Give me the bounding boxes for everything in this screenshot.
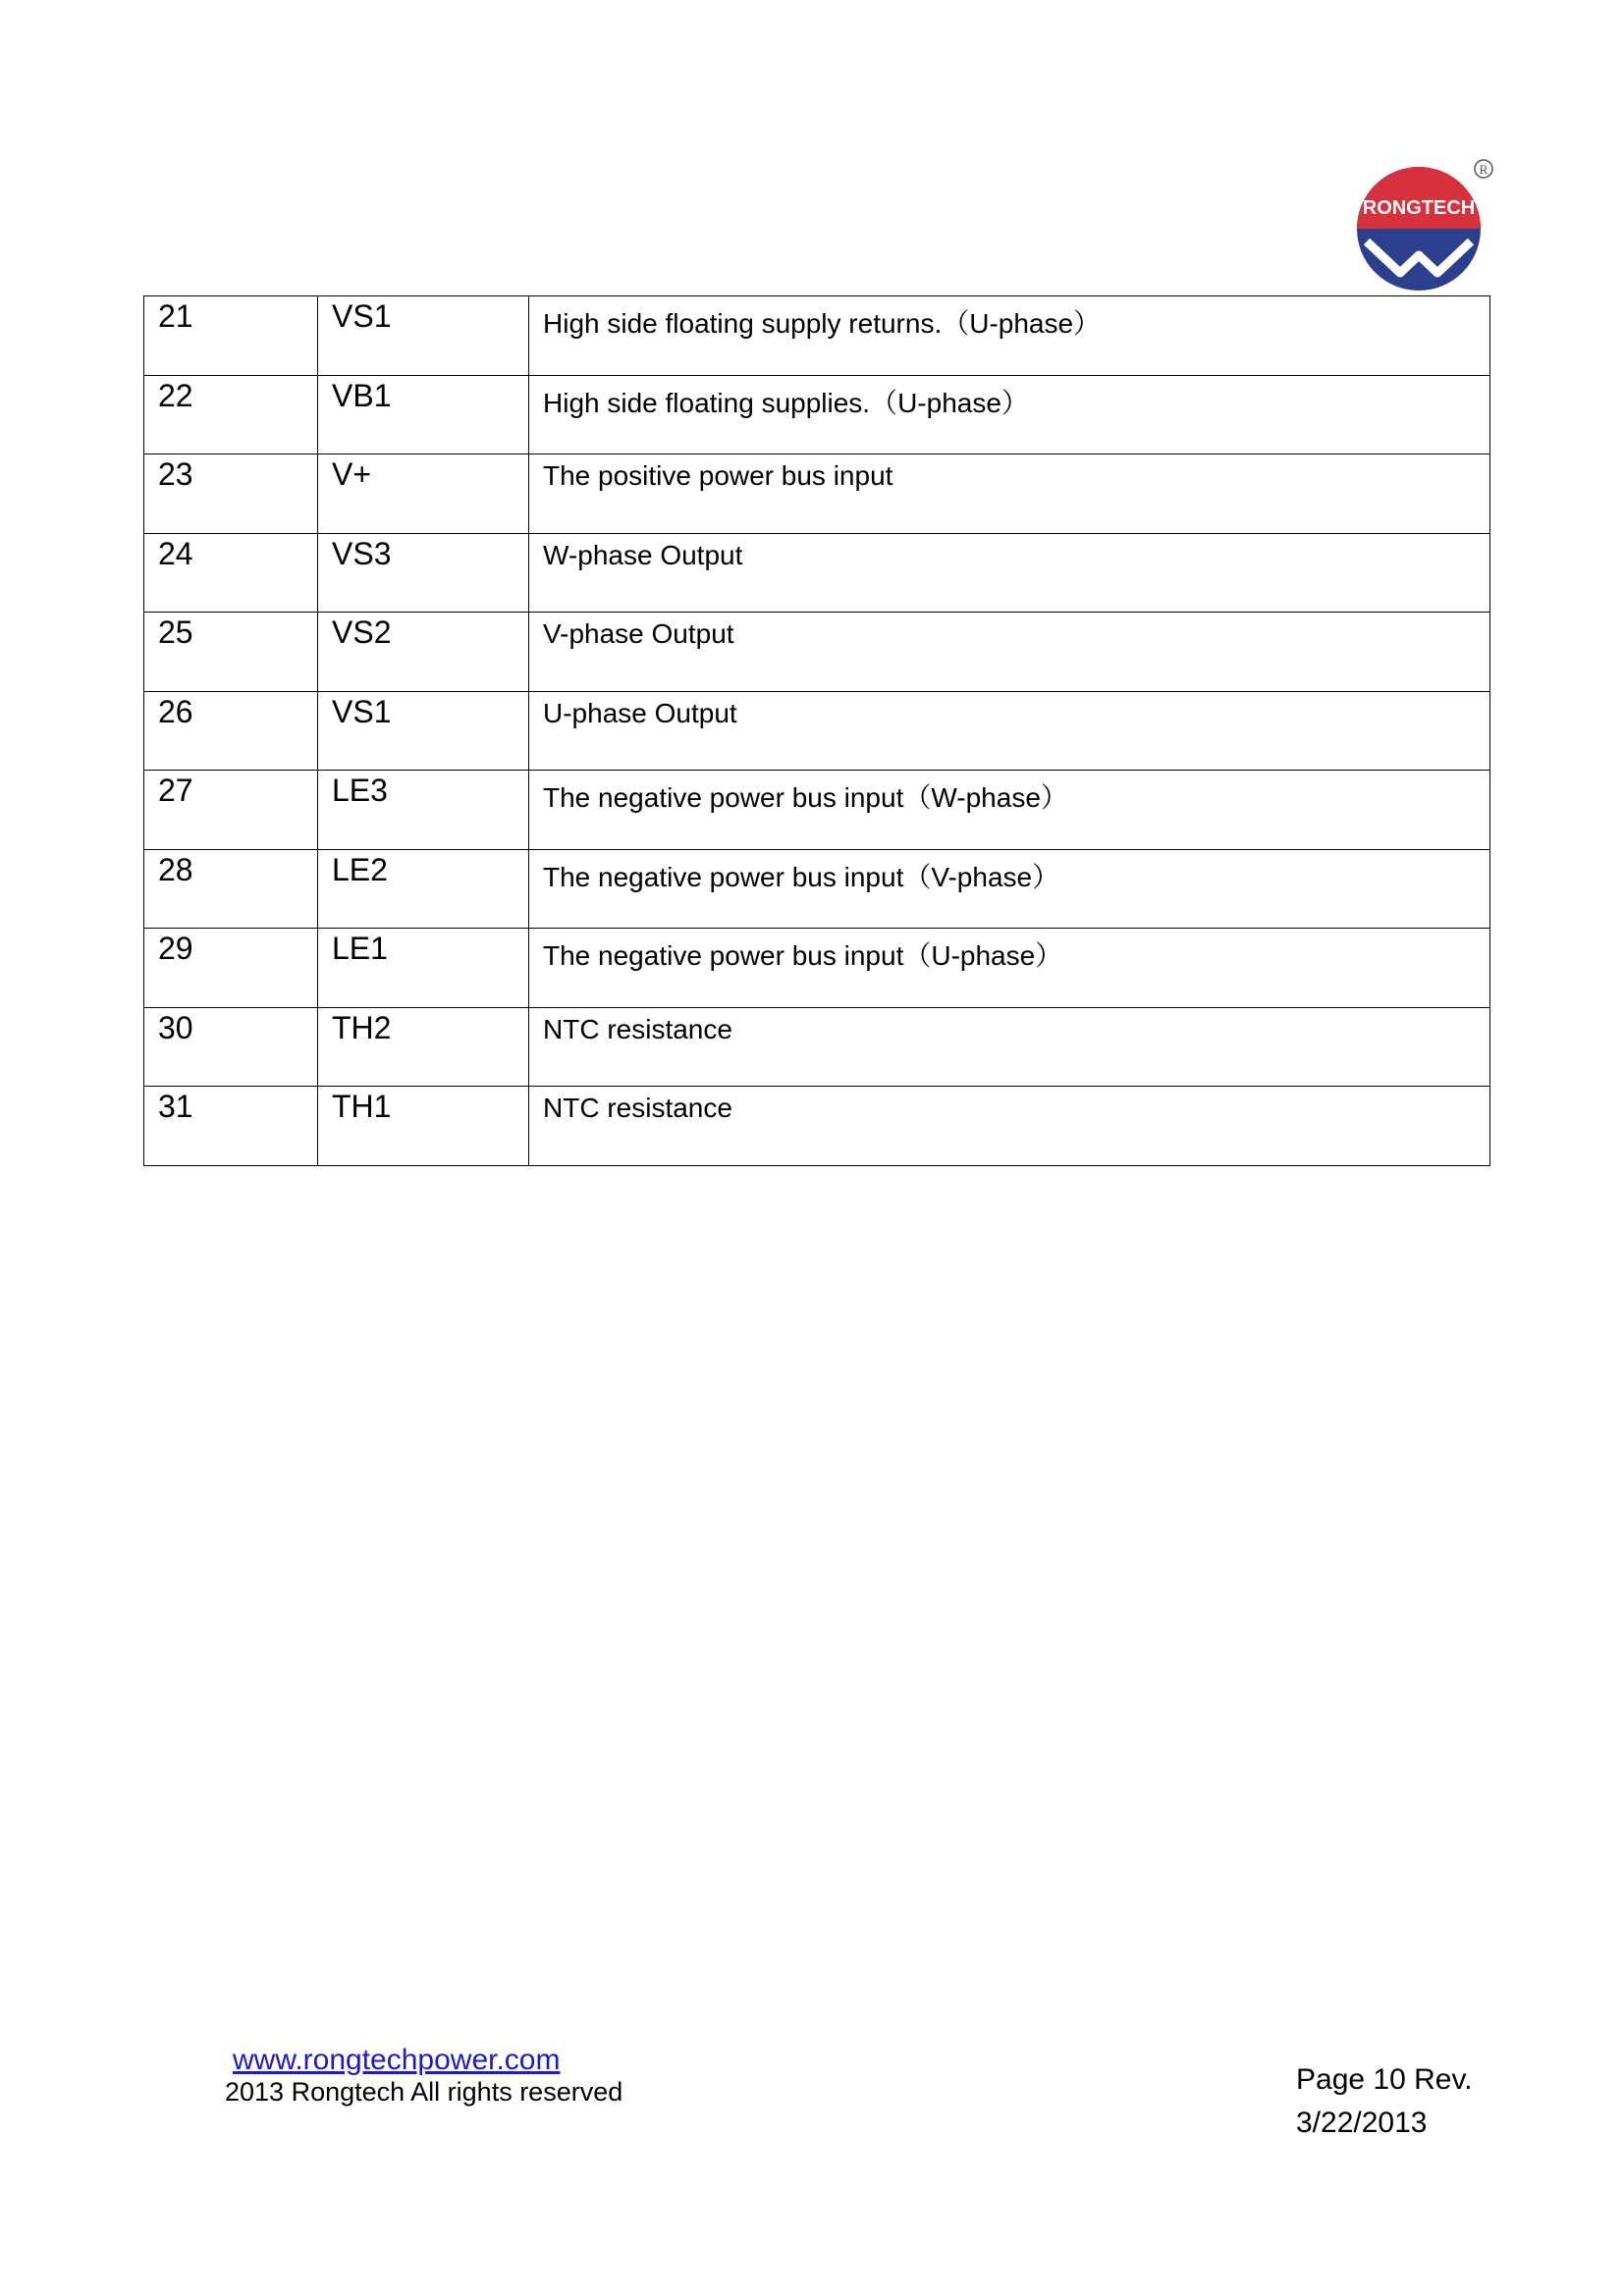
pin-number: 30 bbox=[144, 1007, 318, 1087]
pin-description: NTC resistance bbox=[529, 1087, 1490, 1166]
pin-description: The negative power bus input（U-phase） bbox=[529, 929, 1490, 1008]
table-row bbox=[144, 613, 1490, 692]
table-row bbox=[144, 533, 1490, 613]
pin-number: 31 bbox=[144, 1087, 318, 1166]
pin-table bbox=[143, 295, 1490, 1166]
pin-description: U-phase Output bbox=[529, 691, 1490, 771]
pin-number: 22 bbox=[144, 375, 318, 454]
pin-description: V-phase Output bbox=[529, 613, 1490, 692]
pin-number: 27 bbox=[144, 771, 318, 850]
pin-name: LE3 bbox=[318, 771, 529, 850]
pin-name: VB1 bbox=[318, 375, 529, 454]
pin-description: The positive power bus input bbox=[529, 454, 1490, 534]
table-row bbox=[144, 771, 1490, 850]
logo-text: RONGTECH bbox=[1362, 197, 1476, 219]
pin-number: 26 bbox=[144, 691, 318, 771]
pin-name: LE1 bbox=[318, 929, 529, 1008]
website-link[interactable]: www.rongtechpower.com bbox=[233, 2044, 561, 2076]
pin-description: W-phase Output bbox=[529, 533, 1490, 613]
rongtech-logo bbox=[1353, 157, 1500, 294]
pin-name: V+ bbox=[318, 454, 529, 534]
registered-mark: R bbox=[1479, 162, 1488, 177]
pin-number: 29 bbox=[144, 929, 318, 1008]
pin-number: 25 bbox=[144, 613, 318, 692]
pin-description: High side floating supplies.（U-phase） bbox=[529, 375, 1490, 454]
table-row bbox=[144, 296, 1490, 376]
table-row bbox=[144, 691, 1490, 771]
pin-number: 21 bbox=[144, 296, 318, 376]
pin-name: VS1 bbox=[318, 296, 529, 376]
revision-date: 3/22/2013 bbox=[1296, 2107, 1428, 2139]
pin-number: 28 bbox=[144, 849, 318, 929]
pin-name: LE2 bbox=[318, 849, 529, 929]
table-row bbox=[144, 454, 1490, 534]
table-row bbox=[144, 849, 1490, 929]
pin-number: 24 bbox=[144, 533, 318, 613]
pin-name: TH2 bbox=[318, 1007, 529, 1087]
table-row bbox=[144, 929, 1490, 1008]
pin-description: The negative power bus input（V-phase） bbox=[529, 849, 1490, 929]
pin-name: TH1 bbox=[318, 1087, 529, 1166]
pin-number: 23 bbox=[144, 454, 318, 534]
pin-description: NTC resistance bbox=[529, 1007, 1490, 1087]
copyright-text: 2013 Rongtech All rights reserved bbox=[225, 2077, 623, 2107]
pin-name: VS1 bbox=[318, 691, 529, 771]
pin-description: High side floating supply returns.（U-phase） bbox=[529, 296, 1490, 376]
pin-description: The negative power bus input（W-phase） bbox=[529, 771, 1490, 850]
table-row bbox=[144, 375, 1490, 454]
table-row bbox=[144, 1007, 1490, 1087]
pin-name: VS2 bbox=[318, 613, 529, 692]
table-row bbox=[144, 1087, 1490, 1166]
page-number: Page 10 Rev. bbox=[1296, 2063, 1473, 2096]
pin-name: VS3 bbox=[318, 533, 529, 613]
